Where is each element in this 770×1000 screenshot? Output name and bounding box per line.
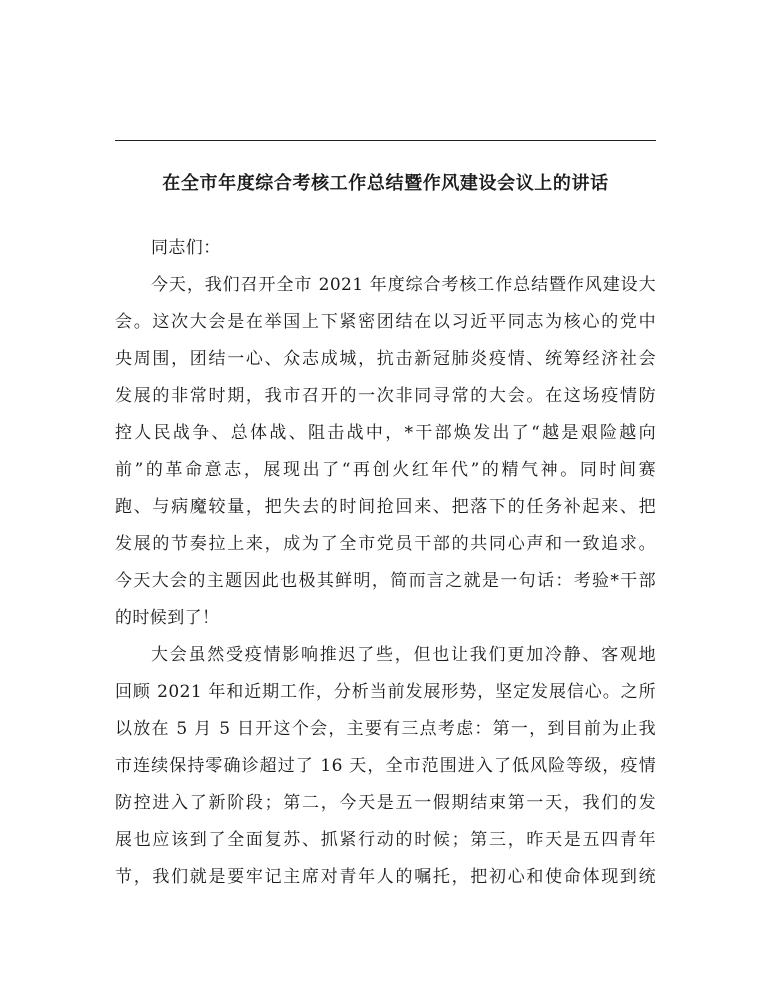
document-body <box>115 230 656 896</box>
paragraph-line: 前”的革命意志，展现出了“再创火红年代”的精气神。同时间赛 <box>115 460 656 480</box>
paragraph-line: 今天大会的主题因此也极其鲜明，简而言之就是一句话：考验*干部 <box>115 571 656 591</box>
paragraph-line: 以放在 5 月 5 日开这个会，主要有三点考虑：第一，到目前为止我 <box>115 719 656 739</box>
paragraph-line: 会。这次大会是在举国上下紧密团结在以习近平同志为核心的党中 <box>115 312 656 332</box>
paragraph-line: 展也应该到了全面复苏、抓紧行动的时候；第三，昨天是五四青年 <box>115 830 656 850</box>
salutation: 同志们： <box>151 238 221 258</box>
paragraph-line: 发展的节奏拉上来，成为了全市党员干部的共同心声和一致追求。 <box>115 534 656 554</box>
paragraph-line: 回顾 2021 年和近期工作，分析当前发展形势，坚定发展信心。之所 <box>115 682 656 702</box>
paragraph-2 <box>115 637 656 896</box>
paragraph-line: 今天，我们召开全市 2021 年度综合考核工作总结暨作风建设大 <box>151 275 656 295</box>
paragraph-line: 大会虽然受疫情影响推迟了些，但也让我们更加冷静、客观地 <box>151 645 656 665</box>
paragraph-line: 控人民战争、总体战、阻击战中，*干部焕发出了“越是艰险越向 <box>115 423 656 443</box>
paragraph-line: 发展的非常时期，我市召开的一次非同寻常的大会。在这场疫情防 <box>115 386 656 406</box>
paragraph-line: 节，我们就是要牢记主席对青年人的嘱托，把初心和使命体现到统 <box>115 867 656 887</box>
paragraph-line: 跑、与病魔较量，把失去的时间抢回来、把落下的任务补起来、把 <box>115 497 656 517</box>
paragraph-line: 央周围，团结一心、众志成城，抗击新冠肺炎疫情、统筹经济社会 <box>115 349 656 369</box>
paragraph-line: 防控进入了新阶段；第二，今天是五一假期结束第一天，我们的发 <box>115 793 656 813</box>
paragraph-line: 的时候到了！ <box>115 608 220 628</box>
document-title: 在全市年度综合考核工作总结暨作风建设会议上的讲话 <box>162 173 609 194</box>
paragraph-line: 市连续保持零确诊超过了 16 天，全市范围进入了低风险等级，疫情 <box>115 756 656 776</box>
paragraph-1 <box>115 267 656 637</box>
header-rule <box>115 140 656 141</box>
